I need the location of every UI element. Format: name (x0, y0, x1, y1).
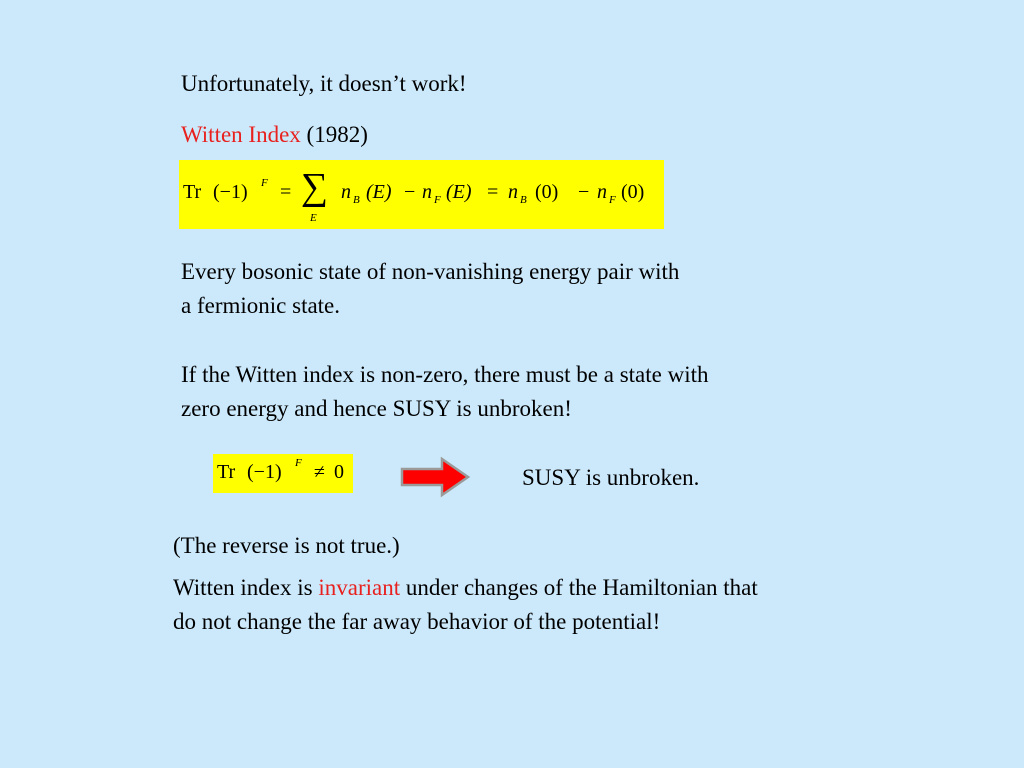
formula-sum: ∑ (301, 166, 329, 208)
formula-tr: Tr (183, 181, 202, 203)
formula2-sup-F: F (295, 457, 302, 469)
formula-minus-one: (−1) (213, 181, 248, 203)
para-invariant-post: under changes of the Hamiltonian that (400, 575, 758, 600)
right-arrow-icon (398, 455, 472, 499)
para-invariant-line2: do not change the far away behavior of the potential! (173, 609, 661, 634)
reverse-note: (The reverse is not true.) (173, 533, 400, 558)
formula2-tr: Tr (217, 461, 236, 483)
para-bosonic-line2: a fermionic state. (181, 293, 341, 318)
formula-sub-F1: F (434, 194, 441, 206)
witten-index-year: (1982) (306, 122, 368, 147)
formula-equals-2: = (487, 181, 499, 203)
formula-sum-sub: E (310, 212, 317, 224)
formula-trace-sum (179, 160, 664, 229)
formula2-neq: ≠ (314, 461, 325, 483)
para-nonzero-line1: If the Witten index is non-zero, there must be a state with (181, 362, 709, 387)
formula-n4: n (597, 181, 607, 203)
formula-zero-2: (0) (621, 181, 645, 203)
formula-E2: (E) (446, 181, 472, 203)
para-invariant-pre: Witten index is (173, 575, 319, 600)
formula-n3: n (508, 181, 518, 203)
witten-index-heading (181, 118, 368, 151)
formula-trace-nonzero (213, 454, 353, 493)
formula-minus-1: − (404, 181, 416, 203)
formula-sub-F2: F (609, 194, 616, 206)
invariant-word: invariant (318, 575, 401, 600)
formula-minus-2: − (578, 181, 590, 203)
para-bosonic-line1: Every bosonic state of non-vanishing energy pair with (181, 259, 680, 284)
formula-n2: n (422, 181, 432, 203)
formula-sup-F: F (261, 177, 268, 189)
formula2-zero: 0 (334, 461, 344, 483)
para-nonzero-line2: zero energy and hence SUSY is unbroken! (181, 396, 572, 421)
heading-unfortunately: Unfortunately, it doesn’t work! (181, 71, 467, 96)
formula-sub-B2: B (520, 194, 527, 206)
para-invariant-line1 (173, 571, 758, 604)
formula-equals-1: = (280, 181, 292, 203)
formula-E1: (E) (366, 181, 392, 203)
witten-index-label: Witten Index (181, 122, 301, 147)
formula-sub-B1: B (353, 194, 360, 206)
susy-unbroken-label: SUSY is unbroken. (522, 465, 700, 490)
formula2-minus-one: (−1) (247, 461, 282, 483)
formula-n1: n (341, 181, 351, 203)
formula-zero-1: (0) (535, 181, 559, 203)
